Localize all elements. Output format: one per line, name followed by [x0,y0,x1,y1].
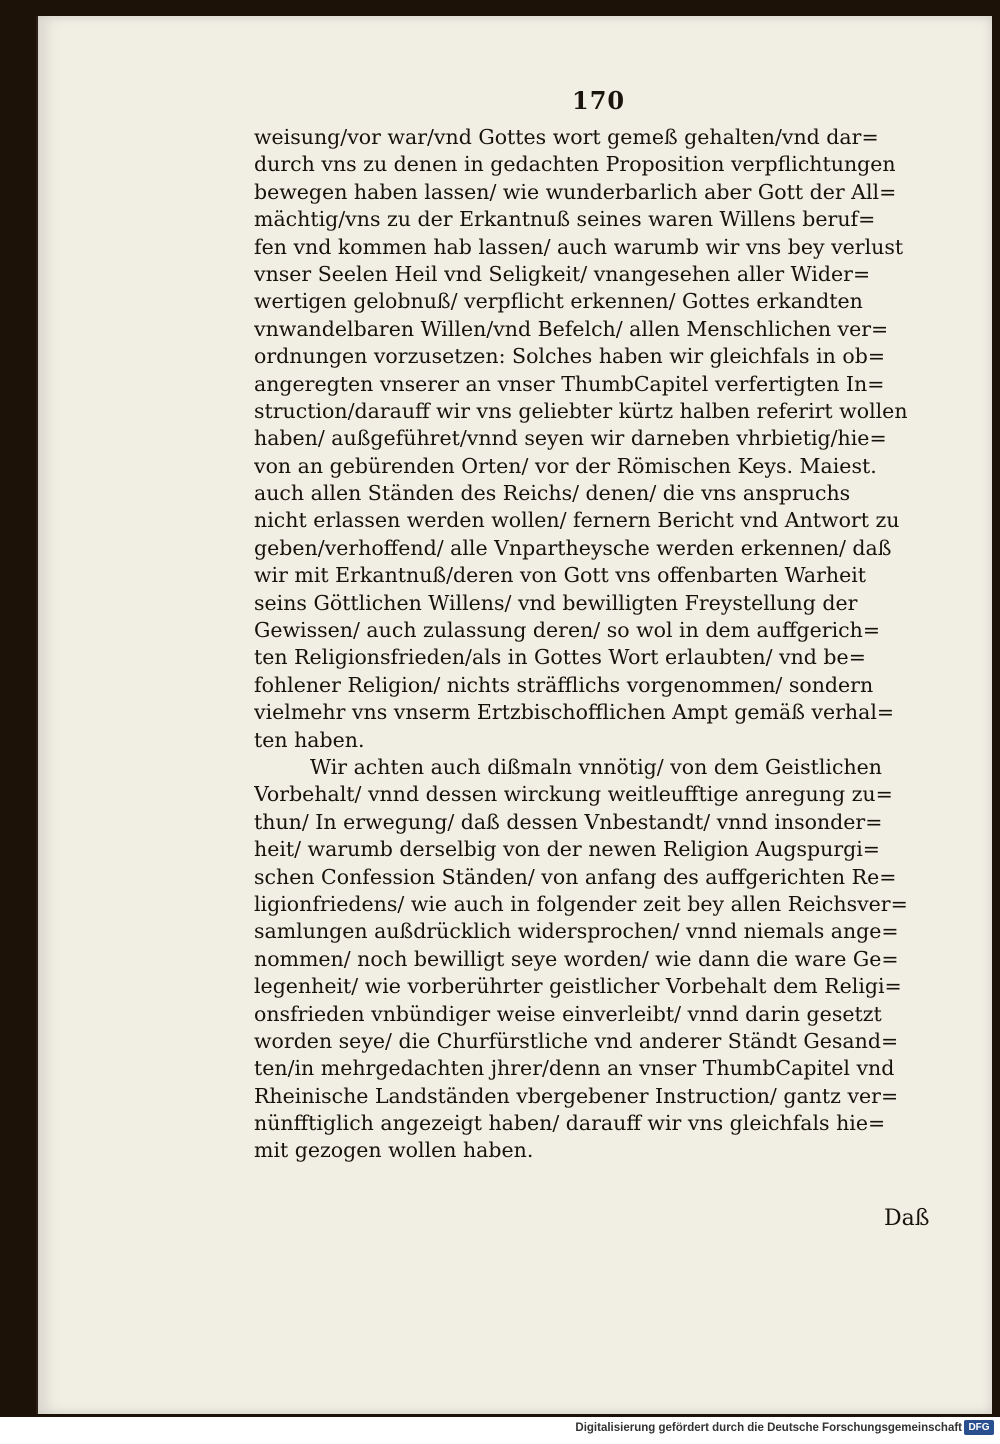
text-line: worden seye/ die Churfürstliche vnd anderer Ständt Gesand= [254,1028,899,1053]
text-line: ligionfriedens/ wie auch in folgender zeit bey allen Reichsver= [254,891,908,916]
text-line: nünfftiglich angezeigt haben/ darauff wir vns gleichfals hie= [254,1111,886,1136]
text-line: onsfrieden vnbündiger weise einverleibt/ vnnd darin gesetzt [254,1001,882,1026]
text-line: wertigen gelobnuß/ verpflicht erkennen/ Gottes erkandten [254,289,863,314]
text-line: mit gezogen wollen haben. [254,1138,534,1163]
page-number: 170 [572,86,626,115]
text-line: nommen/ noch bewilligt seye worden/ wie dann die ware Ge= [254,946,899,971]
text-line: ten Religionsfrieden/als in Gottes Wort erlaubten/ vnd be= [254,645,866,670]
text-line: heit/ warumb derselbig von der newen Religion Augspurgi= [254,837,880,862]
text-line: auch allen Ständen des Reichs/ denen/ die vns anspruchs [254,481,851,506]
text-line: Vorbehalt/ vnnd dessen wirckung weitleufftige anregung zu= [254,782,893,807]
text-line: fen vnd kommen hab lassen/ auch warumb wir vns bey verlust [254,234,904,259]
text-line: nicht erlassen werden wollen/ fernern Bericht vnd Antwort zu [254,508,900,533]
text-line: Rheinische Landständen vbergebener Instruction/ gantz ver= [254,1083,899,1108]
text-line: mächtig/vns zu der Erkantnuß seines waren Willens beruf= [254,207,876,232]
text-line: struction/darauff wir vns geliebter kürtz halben referirt wollen [254,398,908,423]
text-line: geben/verhoffend/ alle Vnpartheysche werden erkennen/ daß [254,535,892,560]
text-line: ordnungen vorzusetzen: Solches haben wir gleichfals in ob= [254,344,886,369]
text-line: wir mit Erkantnuß/deren von Gott vns offenbarten Warheit [254,563,867,588]
funding-credit: Digitalisierung gefördert durch die Deutsche Forschungsgemeinschaft [575,1422,962,1434]
text-line: haben/ außgeführet/vnnd seyen wir darneben vhrbietig/hie= [254,426,887,451]
text-line: Wir achten auch dißmaln vnnötig/ von dem Geistlichen [310,754,882,779]
text-line: thun/ In erwegung/ daß dessen Vnbestandt/ vnnd insonder= [254,809,883,834]
text-line: vnser Seelen Heil vnd Seligkeit/ vnangesehen aller Wider= [254,261,871,286]
body-text [254,124,954,1165]
text-line: ten haben. [254,727,365,752]
text-line: vnwandelbaren Willen/vnd Befelch/ allen Menschlichen ver= [254,316,889,341]
dfg-logo-icon: DFG [964,1420,994,1435]
text-line: angeregten vnserer an vnser ThumbCapitel verfertigten In= [254,371,885,396]
catchword: Daß [884,1206,930,1231]
text-line: bewegen haben lassen/ wie wunderbarlich aber Gott der All= [254,179,897,204]
text-line: weisung/vor war/vnd Gottes wort gemeß gehalten/vnd dar= [254,125,879,149]
text-line: schen Confession Ständen/ von anfang des auffgerichten Re= [254,864,897,889]
text-line: vielmehr vns vnserm Ertzbischofflichen Ampt gemäß verhal= [254,700,895,725]
text-line: von an gebürenden Orten/ vor der Römischen Keys. Maiest. [254,453,877,478]
text-line: Gewissen/ auch zulassung deren/ so wol in dem auffgerich= [254,618,881,643]
text-line: seins Göttlichen Willens/ vnd bewilligten Freystellung der [254,590,858,615]
text-line: fohlener Religion/ nichts sträfflichs vorgenommen/ sondern [254,672,874,697]
text-line: legenheit/ wie vorberührter geistlicher Vorbehalt dem Religi= [254,974,902,999]
text-line: samlungen außdrücklich widersprochen/ vnnd niemals ange= [254,919,899,944]
text-line: ten/in mehrgedachten jhrer/denn an vnser ThumbCapitel vnd [254,1056,895,1081]
text-line: durch vns zu denen in gedachten Proposition verpflichtungen [254,152,896,177]
